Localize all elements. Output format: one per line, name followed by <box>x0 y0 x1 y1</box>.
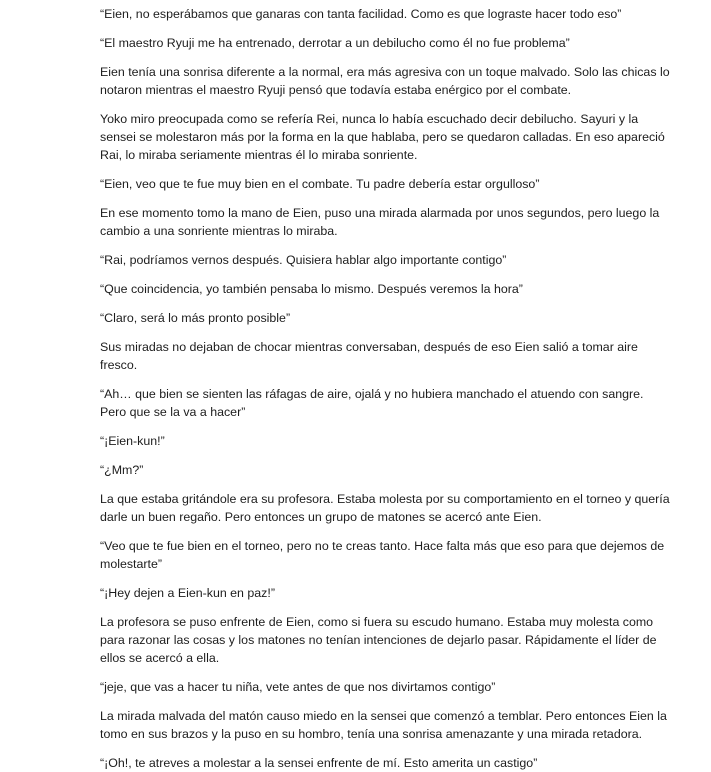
paragraph: La profesora se puso enfrente de Eien, como si fuera su escudo humano. Estaba muy molesta como para razonar las cosas y los matones no tenían intenciones de dejarlo pasar. Rápidamente el líder de ellos se acercó a ella. <box>100 615 657 665</box>
paragraph: La que estaba gritándole era su profesora. Estaba molesta por su comportamiento en el torneo y quería darle un buen regaño. Pero entonces un grupo de matones se acercó ante Eien. <box>100 492 670 524</box>
paragraph: “Claro, será lo más pronto posible” <box>100 311 291 325</box>
paragraph: “El maestro Ryuji me ha entrenado, derrotar a un debilucho como él no fue problema” <box>100 36 570 50</box>
paragraph: “Que coincidencia, yo también pensaba lo mismo. Después veremos la hora” <box>100 282 523 296</box>
paragraph: “jeje, que vas a hacer tu niña, vete antes de que nos divirtamos contigo” <box>100 680 496 694</box>
paragraph: En ese momento tomo la mano de Eien, puso una mirada alarmada por unos segundos, pero luego la cambio a una sonriente mientras lo miraba. <box>100 206 660 238</box>
paragraph: “Eien, veo que te fue muy bien en el combate. Tu padre debería estar orgulloso” <box>100 177 540 191</box>
paragraph: “Veo que te fue bien en el torneo, pero no te creas tanto. Hace falta más que eso para que dejemos de molestarte” <box>100 539 665 571</box>
paragraph: “Ah… que bien se sienten las ráfagas de aire, ojalá y no hubiera manchado el atuendo con sangre. Pero que se la va a hacer” <box>100 387 644 419</box>
paragraph: “¡Hey dejen a Eien-kun en paz!” <box>100 586 275 600</box>
paragraph: “¿Mm?” <box>100 463 144 477</box>
paragraph: “Eien, no esperábamos que ganaras con tanta facilidad. Como es que lograste hacer todo eso” <box>100 7 622 21</box>
paragraph: Eien tenía una sonrisa diferente a la normal, era más agresiva con un toque malvado. Solo las chicas lo notaron mientras el maestro Ryuji pensó que todavía estaba enérgico por el combate. <box>100 65 670 97</box>
paragraph: “Rai, podríamos vernos después. Quisiera hablar algo importante contigo” <box>100 253 507 267</box>
paragraph: “¡Eien-kun!” <box>100 434 165 448</box>
paragraph: “¡Oh!, te atreves a molestar a la sensei enfrente de mí. Esto amerita un castigo” <box>100 756 538 770</box>
paragraph: Yoko miro preocupada como se refería Rei, nunca lo había escuchado decir debilucho. Sayuri y la sensei se molestaron más por la forma en la que hablaba, pero se quedaron calladas. En eso apareció Rai, lo miraba seriamente mientras él lo miraba sonriente. <box>100 112 665 162</box>
paragraph: La mirada malvada del matón causo miedo en la sensei que comenzó a temblar. Pero entonces Eien la tomo en sus brazos y la puso en su hombro, tenía una sonrisa amenazante y una mirada retadora. <box>100 709 667 741</box>
paragraph: Sus miradas no dejaban de chocar mientras conversaban, después de eso Eien salió a tomar aire fresco. <box>100 340 638 372</box>
